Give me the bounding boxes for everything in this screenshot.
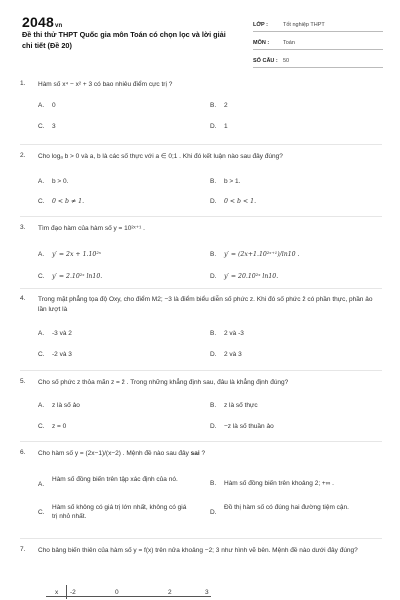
divider <box>20 370 382 371</box>
option-letter: B. <box>210 102 217 109</box>
question-number: 2. <box>20 152 26 159</box>
option-text: −z là số thuần ảo <box>224 423 274 430</box>
option-a[interactable] <box>38 401 192 410</box>
question-text: Cho số phức z thỏa mãn z = z̄ . Trong những khẳng định sau, đâu là khẳng định đúng? <box>38 379 289 386</box>
question-text-main: Cho hàm số y = (2x−1)/(x−2) . Mệnh đề nào sau đây <box>38 450 191 457</box>
table-divider-horizontal <box>46 596 211 597</box>
option-d[interactable] <box>210 197 364 206</box>
divider <box>20 538 382 539</box>
option-text: 0 < b < 1. <box>224 198 257 205</box>
option-letter: A. <box>38 251 45 258</box>
option-d[interactable] <box>210 122 364 131</box>
option-text: y′ = 2x + 1.10²ˣ <box>52 251 102 258</box>
option-letter: C. <box>38 273 45 280</box>
option-text: y′ = (2x+1.10²ˣ⁺¹)/ln10 . <box>224 251 300 258</box>
option-letter: C. <box>38 423 45 430</box>
option-text: b > 1. <box>224 178 241 185</box>
brand-logo[interactable] <box>22 14 62 30</box>
question-1 <box>20 80 380 130</box>
option-letter: B. <box>210 402 217 409</box>
question-text-emphasis: sai <box>190 450 200 457</box>
question-number: 4. <box>20 295 26 302</box>
meta-label: LỚP : <box>253 22 268 28</box>
option-letter: D. <box>210 509 217 516</box>
table-x-value: 3 <box>205 589 209 596</box>
option-letter: D. <box>210 351 217 358</box>
option-text: -3 và 2 <box>52 330 72 337</box>
table-x-value: -2 <box>70 589 76 596</box>
table-x-value: 0 <box>115 589 119 596</box>
option-letter: C. <box>38 351 45 358</box>
divider <box>20 288 382 289</box>
option-text: Đồ thị hàm số có đúng hai đường tiệm cận. <box>224 504 349 511</box>
question-number: 1. <box>20 80 26 87</box>
option-letter: A. <box>38 402 45 409</box>
variation-table <box>38 583 218 597</box>
option-letter: B. <box>210 480 217 487</box>
option-text: z là số thực <box>224 402 258 409</box>
option-letter: B. <box>210 330 217 337</box>
meta-row-class <box>253 14 383 32</box>
option-b[interactable] <box>210 250 364 259</box>
meta-label: SỐ CÂU : <box>253 58 278 64</box>
question-5 <box>20 378 380 430</box>
meta-value: Tốt nghiệp THPT <box>283 22 325 28</box>
question-text: Hàm số x⁴ − x² + 3 có bao nhiêu điểm cực trị ? <box>38 81 173 88</box>
option-a[interactable] <box>38 177 192 186</box>
brand-name: 2048 <box>22 14 54 30</box>
question-text: Cho logₐ b > 0 và a, b là các số thực với a ∈ 0;1 . Khi đó kết luận nào sau đây đúng? <box>38 153 283 160</box>
table-x-label: x <box>55 589 59 596</box>
option-letter: D. <box>210 198 217 205</box>
table-x-value: 2 <box>168 589 172 596</box>
meta-row-count <box>253 50 383 68</box>
option-c[interactable] <box>38 122 192 131</box>
option-c[interactable] <box>38 350 192 359</box>
option-letter: C. <box>38 123 45 130</box>
option-letter: C. <box>38 198 45 205</box>
option-c[interactable] <box>38 503 187 521</box>
question-7 <box>20 546 380 556</box>
option-b[interactable] <box>210 401 364 410</box>
option-text: 3 <box>52 123 56 130</box>
option-b[interactable] <box>210 329 364 338</box>
option-text: 0 < b ≠ 1. <box>52 198 85 205</box>
option-a[interactable] <box>38 475 187 489</box>
meta-value: 50 <box>283 58 290 64</box>
option-letter: A. <box>38 330 45 337</box>
question-2 <box>20 152 380 205</box>
option-b[interactable] <box>210 101 364 110</box>
divider <box>20 441 382 442</box>
option-text: Hàm số không có giá trị lớn nhất, không có giá trị nhỏ nhất. <box>52 504 187 520</box>
option-text: z là số ảo <box>52 402 80 409</box>
option-letter: C. <box>38 509 45 516</box>
option-a[interactable] <box>38 250 192 259</box>
meta-label: MÔN : <box>253 40 270 46</box>
option-letter: D. <box>210 273 217 280</box>
option-text: Hàm số đồng biến trên tập xác định của nó. <box>52 476 178 483</box>
option-text: 2 <box>224 102 228 109</box>
meta-value: Toán <box>283 40 295 46</box>
divider <box>20 216 382 217</box>
option-letter: A. <box>38 178 45 185</box>
option-text: z = 0 <box>52 423 67 430</box>
option-d[interactable] <box>210 422 364 431</box>
question-6 <box>20 449 380 520</box>
option-b[interactable] <box>210 177 364 186</box>
question-number: 7. <box>20 546 26 553</box>
option-text: -2 và 3 <box>52 351 72 358</box>
option-d[interactable] <box>210 272 364 281</box>
option-c[interactable] <box>38 197 192 206</box>
option-letter: D. <box>210 123 217 130</box>
option-text: y′ = 2.10²ˣ ln10. <box>52 273 103 280</box>
exam-meta <box>253 14 383 68</box>
option-text: 2 và -3 <box>224 330 244 337</box>
question-text: Trong mặt phẳng tọa độ Oxy, cho điểm M2; −3 là điểm biểu diễn số phức z. Khi đó số phức z̄ có phần thực, phần ảo lần lượt là <box>38 296 373 313</box>
option-text: b > 0. <box>52 178 69 185</box>
divider <box>20 144 382 145</box>
option-letter: B. <box>210 178 217 185</box>
option-text: Hàm số đồng biến trên khoảng 2; +∞ . <box>224 480 334 487</box>
document-title: Đề thi thử THPT Quốc gia môn Toán có chọn lọc và lời giải chi tiết (Đề 20) <box>22 30 226 50</box>
option-text: 2 và 3 <box>224 351 242 358</box>
option-d[interactable] <box>210 350 364 359</box>
option-c[interactable] <box>38 272 192 281</box>
option-text: y′ = 20.10²ˣ ln10. <box>224 273 279 280</box>
option-letter: A. <box>38 102 45 109</box>
option-letter: B. <box>210 251 217 258</box>
question-3 <box>20 224 380 280</box>
brand-suffix: vn <box>54 23 63 29</box>
option-letter: A. <box>38 481 45 488</box>
question-number: 5. <box>20 378 26 385</box>
option-b[interactable] <box>210 479 384 488</box>
option-c[interactable] <box>38 422 192 431</box>
meta-row-subject <box>253 32 383 50</box>
question-text: Tìm đạo hàm của hàm số y = 10²ˣ⁺¹ . <box>38 225 145 232</box>
option-text: 0 <box>52 102 56 109</box>
option-letter: D. <box>210 423 217 430</box>
question-text <box>38 449 380 459</box>
option-a[interactable] <box>38 101 192 110</box>
question-text: Cho bảng biến thiên của hàm số y = f(x) trên nửa khoảng −2; 3 như hình vẽ bên. Mệnh đề nào dưới đây đúng? <box>38 547 358 554</box>
question-number: 3. <box>20 224 26 231</box>
option-text: 1 <box>224 123 228 130</box>
question-text-end: ? <box>199 450 206 457</box>
question-4 <box>20 295 380 358</box>
option-d[interactable] <box>210 503 374 517</box>
question-number: 6. <box>20 449 26 456</box>
option-a[interactable] <box>38 329 192 338</box>
